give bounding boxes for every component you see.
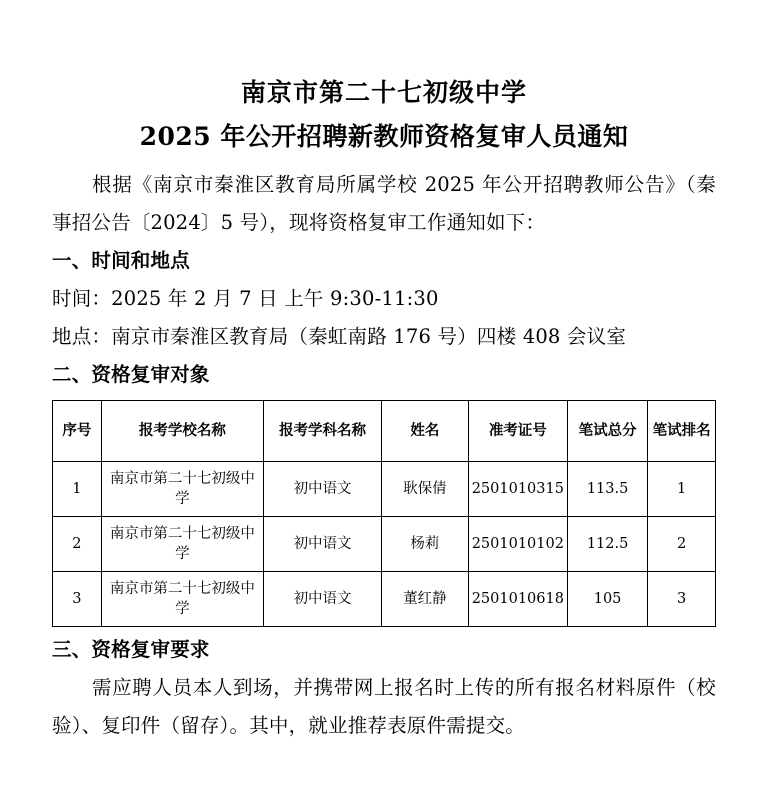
cell-name: 杨莉 <box>382 517 469 572</box>
table-header-index: 序号 <box>53 401 102 462</box>
cell-ticket: 2501010315 <box>468 462 567 517</box>
table-header-school: 报考学校名称 <box>101 401 263 462</box>
info-line-place: 地点：南京市秦淮区教育局（秦虹南路 176 号）四楼 408 会议室 <box>52 325 627 348</box>
section-heading-review-subjects: 二、资格复审对象 <box>52 363 210 386</box>
table-row <box>53 572 716 627</box>
table-header-rank: 笔试排名 <box>648 401 716 462</box>
cell-subject: 初中语文 <box>264 462 382 517</box>
cell-rank: 2 <box>648 517 716 572</box>
table-header-row <box>53 401 716 462</box>
cell-subject: 初中语文 <box>264 572 382 627</box>
table-header-name: 姓名 <box>382 401 469 462</box>
table-header-score: 笔试总分 <box>567 401 647 462</box>
info-line-time: 时间：2025 年 2 月 7 日 上午 9:30-11:30 <box>52 287 439 310</box>
cell-school: 南京市第二十七初级中学 <box>101 572 263 627</box>
cell-name: 耿保倩 <box>382 462 469 517</box>
cell-rank: 3 <box>648 572 716 627</box>
cell-ticket: 2501010618 <box>468 572 567 627</box>
cell-name: 董红静 <box>382 572 469 627</box>
table-row <box>53 517 716 572</box>
cell-score: 105 <box>567 572 647 627</box>
cell-school: 南京市第二十七初级中学 <box>101 517 263 572</box>
cell-index: 2 <box>53 517 102 572</box>
cell-school: 南京市第二十七初级中学 <box>101 462 263 517</box>
document-title-line2: 2025 年公开招聘新教师资格复审人员通知 <box>139 122 629 151</box>
applicants-table <box>52 400 716 627</box>
cell-ticket: 2501010102 <box>468 517 567 572</box>
table-header-subject: 报考学科名称 <box>264 401 382 462</box>
section-heading-requirements: 三、资格复审要求 <box>52 638 210 661</box>
cell-score: 113.5 <box>567 462 647 517</box>
cell-score: 112.5 <box>567 517 647 572</box>
table-header-ticket: 准考证号 <box>468 401 567 462</box>
cell-index: 3 <box>53 572 102 627</box>
requirements-paragraph: 需应聘人员本人到场，并携带网上报名时上传的所有报名材料原件（校验）、复印件（留存）。其中，就业推荐表原件需提交。 <box>52 676 716 737</box>
table-row <box>53 462 716 517</box>
cell-subject: 初中语文 <box>264 517 382 572</box>
intro-paragraph: 根据《南京市秦淮区教育局所属学校 2025 年公开招聘教师公告》（秦事招公告〔2024〕5 号），现将资格复审工作通知如下： <box>52 173 716 234</box>
document-title-line1: 南京市第二十七初级中学 <box>240 78 527 107</box>
section-heading-time-place: 一、时间和地点 <box>52 249 190 272</box>
cell-rank: 1 <box>648 462 716 517</box>
cell-index: 1 <box>53 462 102 517</box>
